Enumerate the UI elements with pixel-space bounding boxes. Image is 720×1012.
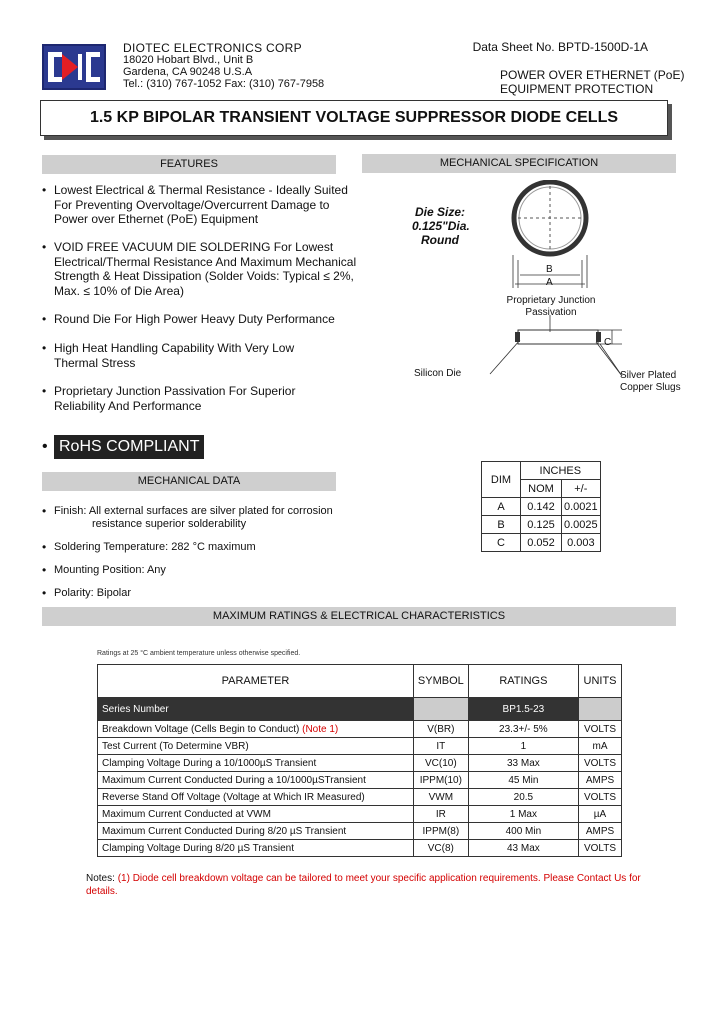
unit-cell: AMPS — [579, 772, 622, 789]
poe-line-2: EQUIPMENT PROTECTION — [500, 82, 654, 96]
note-1-text: (1) Diode cell breakdown voltage can be tailored to meet your specific application requirements. Please Contact Us for details. — [86, 873, 641, 897]
bullet-icon: • — [42, 312, 47, 326]
symbol-header: SYMBOL — [413, 665, 468, 698]
table-row — [482, 534, 601, 552]
bullet-icon: • — [42, 240, 47, 254]
parameter-cell: Reverse Stand Off Voltage (Voltage at Which IR Measured) — [98, 789, 414, 806]
tolerance-header: +/- — [562, 480, 601, 498]
dim-label-c: C — [604, 337, 612, 348]
poe-line-1: POWER OVER ETHERNET (PoE) — [500, 68, 685, 82]
rating-cell: 23.3+/- 5% — [468, 721, 578, 738]
ratings-heading: MAXIMUM RATINGS & ELECTRICAL CHARACTERISTICS — [42, 607, 676, 626]
symbol-cell: V(BR) — [413, 721, 468, 738]
dimensions-table — [481, 461, 601, 552]
tol-cell: 0.0025 — [562, 516, 601, 534]
rating-cell: 1 Max — [468, 806, 578, 823]
die-diagram — [360, 180, 690, 400]
company-name: DIOTEC ELECTRONICS CORP — [123, 41, 302, 55]
dim-header: DIM — [482, 462, 521, 498]
series-symbol-cell — [413, 698, 468, 721]
notes-section — [86, 872, 646, 898]
nom-cell: 0.052 — [521, 534, 562, 552]
rating-cell: 400 Min — [468, 823, 578, 840]
symbol-cell: IPPM(8) — [413, 823, 468, 840]
table-row — [98, 721, 622, 738]
series-unit-cell — [579, 698, 622, 721]
address-line-2: Gardena, CA 90248 U.S.A — [123, 66, 253, 78]
mounting-item: Mounting Position: Any — [54, 564, 166, 576]
company-address — [123, 42, 324, 90]
symbol-cell: IPPM(10) — [413, 772, 468, 789]
parameter-cell: Maximum Current Conducted During a 10/1000µSTransient — [98, 772, 414, 789]
nom-cell: 0.142 — [521, 498, 562, 516]
parameter-cell: Test Current (To Determine VBR) — [98, 738, 414, 755]
feature-item: Lowest Electrical & Thermal Resistance - Ideally Suited For Preventing Overvoltage/Overcurrent Damage to Power over Ethernet (PoE) Equipment — [54, 183, 348, 226]
die-size-line-3: Round — [421, 233, 459, 247]
feature-item: VOID FREE VACUUM DIE SOLDERING For Lowest Electrical/Thermal Resistance And Maximum Mechanical Strength & Heat Dissipation (Solder Voids: Typical ≤ 2%, Max. ≤ 10% of Die Area) — [54, 240, 357, 298]
finish-line-2: resistance superior solderability — [92, 518, 247, 530]
rating-cell: 45 Min — [468, 772, 578, 789]
bullet-icon: • — [42, 183, 47, 197]
passivation-line-2: Passivation — [525, 307, 577, 318]
features-heading: FEATURES — [42, 155, 336, 174]
bullet-icon: • — [42, 586, 47, 600]
bullet-icon: • — [42, 341, 47, 355]
table-row — [98, 806, 622, 823]
table-row — [98, 755, 622, 772]
finish-item — [54, 505, 354, 531]
feature-item: Proprietary Junction Passivation For Superior Reliability And Performance — [54, 384, 296, 413]
unit-cell: VOLTS — [579, 755, 622, 772]
parameter-header: PARAMETER — [98, 665, 414, 698]
table-row — [98, 840, 622, 857]
ratings-condition: Ratings at 25 °C ambient temperature unless otherwise specified. — [97, 650, 301, 657]
die-size-line-1: Die Size: — [414, 205, 465, 219]
unit-cell: VOLTS — [579, 789, 622, 806]
parameter-cell: Clamping Voltage During a 10/1000µS Transient — [98, 755, 414, 772]
passivation-label — [505, 295, 597, 319]
copper-slugs-label — [620, 370, 681, 394]
application-subtitle — [500, 68, 684, 96]
series-value: BP1.5-23 — [468, 698, 578, 721]
table-row — [482, 498, 601, 516]
symbol-cell: IR — [413, 806, 468, 823]
dim-cell: C — [482, 534, 521, 552]
bullet-icon: • — [42, 504, 47, 518]
unit-cell: mA — [579, 738, 622, 755]
unit-cell: AMPS — [579, 823, 622, 840]
rating-cell: 43 Max — [468, 840, 578, 857]
table-row — [482, 516, 601, 534]
phone-fax: Tel.: (310) 767-1052 Fax: (310) 767-7958 — [123, 78, 325, 90]
notes-label: Notes: — [86, 873, 115, 884]
unit-cell: VOLTS — [579, 721, 622, 738]
rating-cell: 1 — [468, 738, 578, 755]
dim-cell: A — [482, 498, 521, 516]
table-row — [98, 772, 622, 789]
parameter-cell: Maximum Current Conducted at VWM — [98, 806, 414, 823]
die-size-line-2: 0.125"Dia. — [412, 219, 470, 233]
table-row — [98, 789, 622, 806]
polarity-item: Polarity: Bipolar — [54, 587, 132, 599]
rating-cell: 20.5 — [468, 789, 578, 806]
slug-line-2: Copper Slugs — [620, 382, 681, 393]
units-header: UNITS — [579, 665, 622, 698]
datasheet-number: Data Sheet No. BPTD-1500D-1A — [472, 40, 648, 54]
slug-line-1: Silver Plated — [620, 370, 677, 381]
bullet-icon: • — [42, 384, 47, 398]
mechanical-data-heading: MECHANICAL DATA — [42, 472, 336, 491]
parameter-text: Breakdown Voltage (Cells Begin to Conduct) — [102, 723, 300, 735]
ratings-table — [97, 664, 622, 857]
symbol-cell: VC(10) — [413, 755, 468, 772]
parameter-cell — [98, 721, 414, 738]
parameter-cell: Clamping Voltage During 8/20 µS Transient — [98, 840, 414, 857]
feature-item: Round Die For High Power Heavy Duty Performance — [54, 312, 335, 326]
mechanical-spec-heading: MECHANICAL SPECIFICATION — [362, 154, 676, 173]
dim-label-a: A — [546, 277, 553, 288]
rohs-badge: RoHS COMPLIANT — [54, 435, 204, 459]
tol-cell: 0.003 — [562, 534, 601, 552]
address-line-1: 18020 Hobart Blvd., Unit B — [123, 54, 254, 66]
bullet-icon: • — [42, 563, 47, 577]
rating-cell: 33 Max — [468, 755, 578, 772]
soldering-item: Soldering Temperature: 282 °C maximum — [54, 541, 256, 553]
parameter-cell: Maximum Current Conducted During 8/20 µS Transient — [98, 823, 414, 840]
bullet-icon: • — [42, 438, 48, 455]
passivation-line-1: Proprietary Junction — [506, 295, 596, 306]
finish-line-1: Finish: All external surfaces are silver plated for corrosion — [54, 505, 333, 517]
table-row — [98, 738, 622, 755]
unit-cell: µA — [579, 806, 622, 823]
inches-header: INCHES — [521, 462, 601, 480]
note-reference: (Note 1) — [302, 723, 339, 735]
symbol-cell: IT — [413, 738, 468, 755]
silicon-die-label: Silicon Die — [414, 368, 462, 379]
dim-label-b: B — [546, 264, 553, 275]
symbol-cell: VC(8) — [413, 840, 468, 857]
bullet-icon: • — [42, 540, 47, 554]
document-title: 1.5 KP BIPOLAR TRANSIENT VOLTAGE SUPPRESSOR DIODE CELLS — [40, 100, 668, 136]
nom-header: NOM — [521, 480, 562, 498]
unit-cell: VOLTS — [579, 840, 622, 857]
series-label: Series Number — [98, 698, 414, 721]
symbol-cell: VWM — [413, 789, 468, 806]
table-row — [98, 823, 622, 840]
series-row — [98, 698, 622, 721]
ratings-header: RATINGS — [468, 665, 578, 698]
dim-cell: B — [482, 516, 521, 534]
tol-cell: 0.0021 — [562, 498, 601, 516]
feature-item: High Heat Handling Capability With Very Low Thermal Stress — [54, 341, 295, 370]
nom-cell: 0.125 — [521, 516, 562, 534]
diotec-logo — [42, 44, 106, 90]
